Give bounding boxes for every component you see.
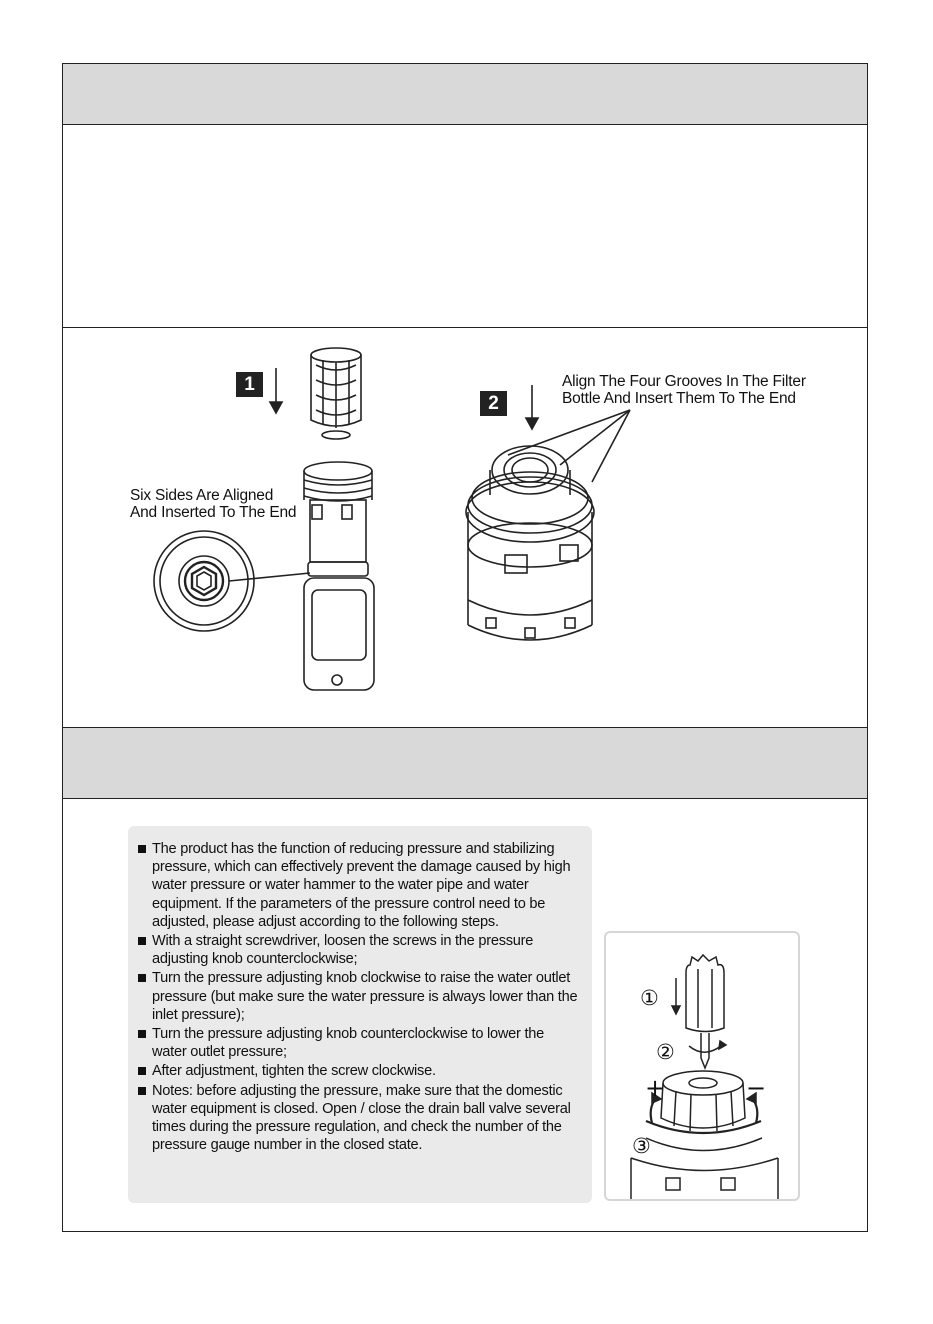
six-sides-label-line1: Six Sides Are Aligned: [130, 487, 274, 504]
figure-step2-label: ②: [656, 1040, 675, 1064]
list-item: After adjustment, tighten the screw clockwise.: [138, 1062, 578, 1080]
figure-step1-label: ①: [640, 986, 659, 1010]
pressure-knob-illustration: [606, 933, 800, 1201]
six-sides-label-line2: And Inserted To The End: [130, 504, 297, 521]
step1-badge: 1: [236, 372, 263, 397]
pressure-instructions-box: [128, 826, 592, 1203]
step2-badge: 2: [480, 391, 507, 416]
grooves-label-line1: Align The Four Grooves In The Filter: [562, 373, 806, 390]
list-item: With a straight screwdriver, loosen the screws in the pressure adjusting knob counterclockwise;: [138, 932, 578, 968]
list-item: Turn the pressure adjusting knob counterclockwise to lower the water outlet pressure;: [138, 1025, 578, 1061]
list-item: The product has the function of reducing pressure and stabilizing pressure, which can effectively prevent the damage caused by high water pressure or water hammer to the water pipe and water equipment. If the parameters of the pressure control need to be adjusted, please adjust according to the following steps.: [138, 840, 578, 931]
figure-step3-label: ③: [632, 1134, 651, 1158]
filter-housing-illustration: [466, 410, 630, 640]
list-item: Notes: before adjusting the pressure, make sure that the domestic water equipment is closed. Open / close the drain ball valve several times during the pressure regulation, and check the number of the pressure gauge number in the closed state.: [138, 1082, 578, 1155]
figure-plus-label: +: [645, 1074, 666, 1102]
pressure-instructions-list: [128, 826, 592, 1154]
pressure-knob-figure: [604, 931, 800, 1201]
grooves-label-line2: Bottle And Insert Them To The End: [562, 390, 796, 407]
figure-minus-label: −: [746, 1074, 767, 1102]
hex-alignment-detail: [154, 531, 310, 631]
filter-bottle-illustration: [304, 462, 374, 690]
list-item: Turn the pressure adjusting knob clockwise to raise the water outlet pressure (but make sure the water pressure is always lower than the inlet pressure);: [138, 969, 578, 1024]
filter-cartridge-illustration: [311, 348, 361, 439]
